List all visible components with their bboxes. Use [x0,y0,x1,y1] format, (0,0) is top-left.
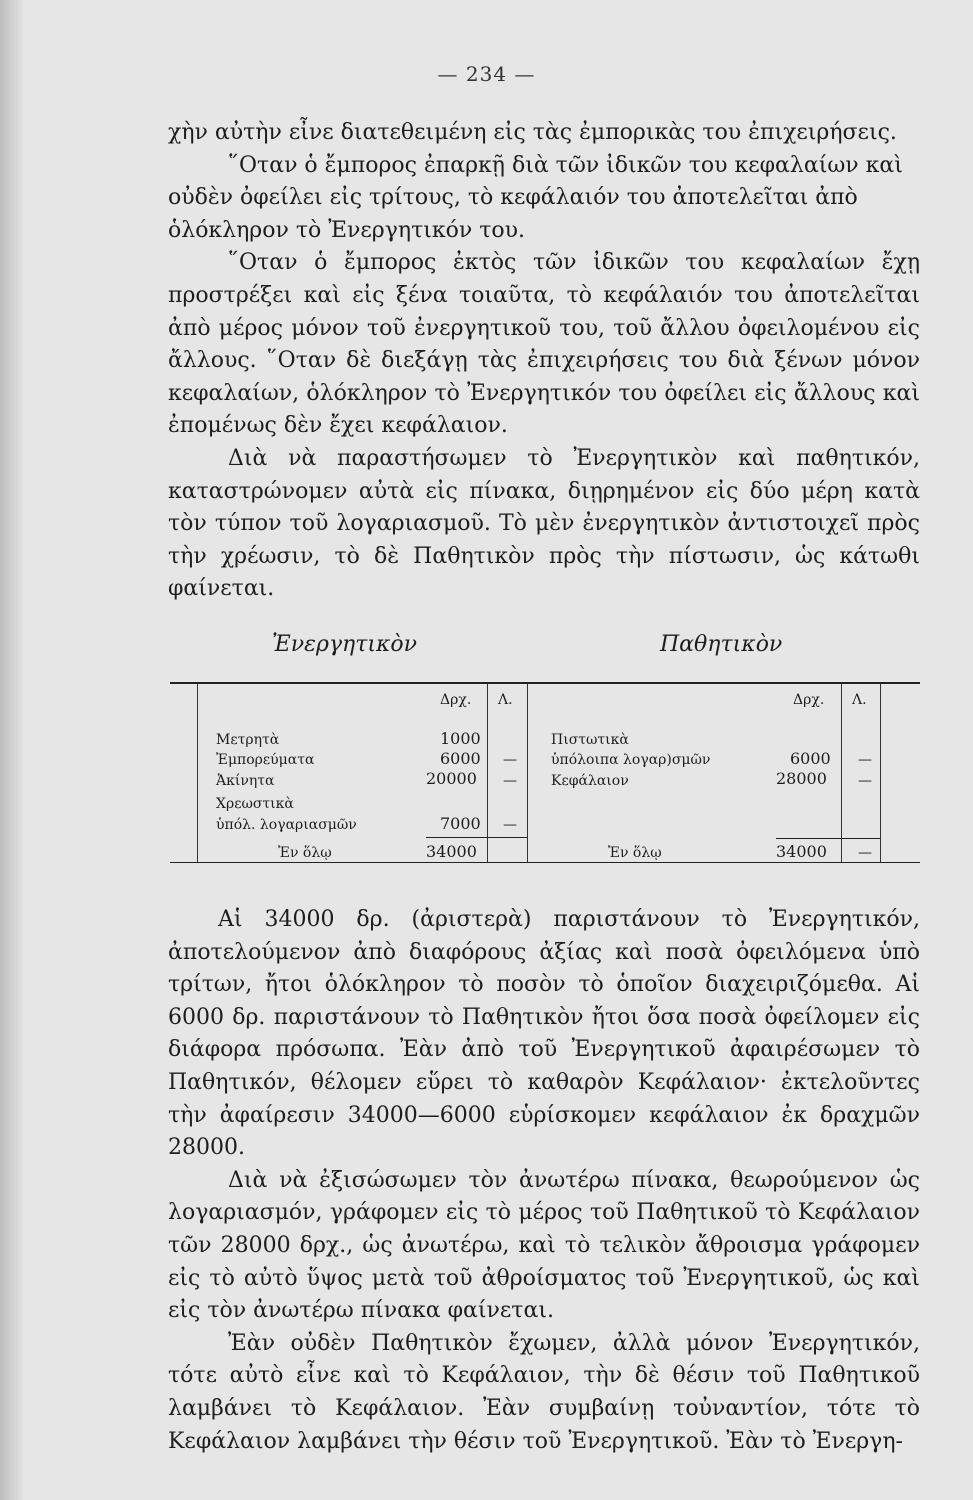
asset-l: — [503,817,517,833]
paragraph-5: Διὰ νὰ ἐξισώσωμεν τὸν ἀνωτέρω πίνακα, θεωρούμενον ὡς λογαριασμόν, γράφομεν εἰς τὸ μέρος τοῦ Παθητικοῦ τὸ Κεφάλαιον τῶν 28000 δρχ., ὡς ἀνωτέρω, καὶ τὸ τελικὸν ἄθροισμα γράφομεν εἰς τὸ αὐτὸ ὕψος μετὰ τοῦ ἀθροίσματος τοῦ Ἐνεργητικοῦ, ὡς καὶ εἰς τὸν ἀνωτέρω πίνακα φαίνεται. [168,1167,920,1324]
liability-value: 28000 [776,769,827,788]
asset-l: — [503,752,517,768]
page-number: — 234 — [437,62,536,86]
table-right-divider [880,684,881,862]
asset-label: Ἐμπορεύματα [216,752,315,768]
liabilities-sum-rule [776,838,880,839]
liability-label: ὑπόλοιπα λογαρ)σμῶν [551,752,711,768]
col-drx-left: Δρχ. [440,692,472,708]
liability-l: — [858,773,872,789]
text-block-upper [168,117,920,606]
asset-label: Ἀκίνητα [216,773,275,789]
col-l-right: Λ. [852,692,867,708]
paragraph-3: Διὰ νὰ παραστήσωμεν τὸ Ἐνεργητικὸν καὶ παθητικόν, καταστρώνομεν αὐτὰ εἰς πίνακα, διῃρημένον εἰς δύο μέρη κατὰ τὸν τύπον τοῦ λογαριασμοῦ. Τὸ μὲν ἐνεργητικὸν ἀντιστοιχεῖ πρὸς τὴν χρέωσιν, τὸ δὲ Παθητικὸν πρὸς τὴν πίστωσιν, ὡς κάτωθι φαίνεται. [168,445,920,602]
line-3: οὐδὲν ὀφείλει εἰς τρίτους, τὸ κεφάλαιόν του ἀποτελεῖται ἀπὸ [168,185,858,211]
liability-l: — [858,752,872,768]
line-4: ὁλόκληρον τὸ Ἐνεργητικόν του. [168,217,526,243]
asset-value: 6000 [440,749,481,768]
text-block-lower [168,904,920,1458]
table-header-liabilities: Παθητικὸν [660,632,783,657]
liabilities-total-label: Ἐν ὅλῳ [608,845,662,861]
asset-label: Χρεωστικὰ [216,796,294,812]
page-spine-shadow [0,0,22,1500]
liabilities-total-value: 34000 [776,842,827,861]
table-col-divider-r1 [841,684,842,862]
table-header-assets: Ἐνεργητικὸν [272,632,418,657]
paragraph-2: ῞Οταν ὁ ἔμπορος ἐκτὸς τῶν ἰδικῶν του κεφαλαίων ἔχῃ προστρέξει καὶ εἰς ξένα τοιαῦτα, τὸ κεφάλαιόν του ἀποτελεῖται ἀπὸ μέρος μόνον τοῦ ἐνεργητικοῦ του, τοῦ ἄλλου ὀφειλομένου εἰς ἄλλους. ῞Οταν δὲ διεξάγῃ τὰς ἐπιχειρήσεις του διὰ ξένων μόνον κεφαλαίων, ὁλόκληρον τὸ Ἐνεργητικόν του ὀφείλει εἰς ἄλλους καὶ ἐπομένως δὲν ἔχει κεφάλαιον. [168,250,920,439]
table-left-border [197,684,198,862]
paragraph-6: Ἐὰν οὐδὲν Παθητικὸν ἔχωμεν, ἀλλὰ μόνον Ἐνεργητικόν, τότε αὐτὸ εἶνε καὶ τὸ Κεφάλαιον, τὴν δὲ θέσιν τοῦ Παθητικοῦ λαμβάνει τὸ Κεφάλαιον. Ἐὰν συμβαίνῃ τοὐναντίον, τότε τὸ Κεφάλαιον λαμβάνει τὴν θέσιν τοῦ Ἐνεργητικοῦ. Ἐὰν τὸ Ἐνεργη- [168,1330,920,1454]
liabilities-total-l: — [858,845,872,861]
asset-label: Μετρητὰ [216,732,280,748]
line-2: ῞Οταν ὁ ἔμπορος ἐπαρκῇ διὰ τῶν ἰδικῶν του κεφαλαίων καὶ [228,152,903,178]
col-drx-right: Δρχ. [793,692,825,708]
assets-total-value: 34000 [426,842,477,861]
asset-label: ὑπόλ. λογαριασμῶν [216,817,357,833]
table-bottom-rule [170,862,920,863]
liability-label: Πιστωτικὰ [551,732,629,748]
table-middle-divider [527,684,528,862]
assets-sum-rule [426,837,527,838]
asset-value: 1000 [440,729,481,748]
asset-value: 7000 [440,814,481,833]
table-top-rule [170,682,920,684]
assets-total-label: Ἐν ὅλῳ [278,845,332,861]
table-col-divider-l1 [487,684,488,862]
asset-l: — [503,773,517,789]
liability-value: 6000 [790,749,831,768]
paragraph-4: Αἱ 34000 δρ. (ἀριστερὰ) παριστάνουν τὸ Ἐνεργητικόν, ἀποτελούμενον ἀπὸ διαφόρους ἀξίας καὶ ποσὰ ὀφειλόμενα ὑπὸ τρίτων, ἤτοι ὁλόκληρον τὸ ποσὸν τὸ ὁποῖον διαχειριζόμεθα. Αἱ 6000 δρ. παριστάνουν τὸ Παθητικὸν ἤτοι ὅσα ποσὰ ὀφείλομεν εἰς διάφορα πρόσωπα. Ἐὰν ἀπὸ τοῦ Ἐνεργητικοῦ ἀφαιρέσωμεν τὸ Παθητικόν, θέλομεν εὕρει τὸ καθαρὸν Κεφάλαιον· ἐκτελοῦντες τὴν ἀφαίρεσιν 34000—6000 εὑρίσκομεν κεφάλαιον ἐκ δραχμῶν 28000. [168,907,920,1161]
asset-value: 20000 [426,769,477,788]
line-1: χὴν αὐτὴν εἶνε διατεθειμένη εἰς τὰς ἐμπορικὰς του ἐπιχειρήσεις. [168,120,897,145]
col-l-left: Λ. [498,692,513,708]
liability-label: Κεφάλαιον [551,773,629,789]
